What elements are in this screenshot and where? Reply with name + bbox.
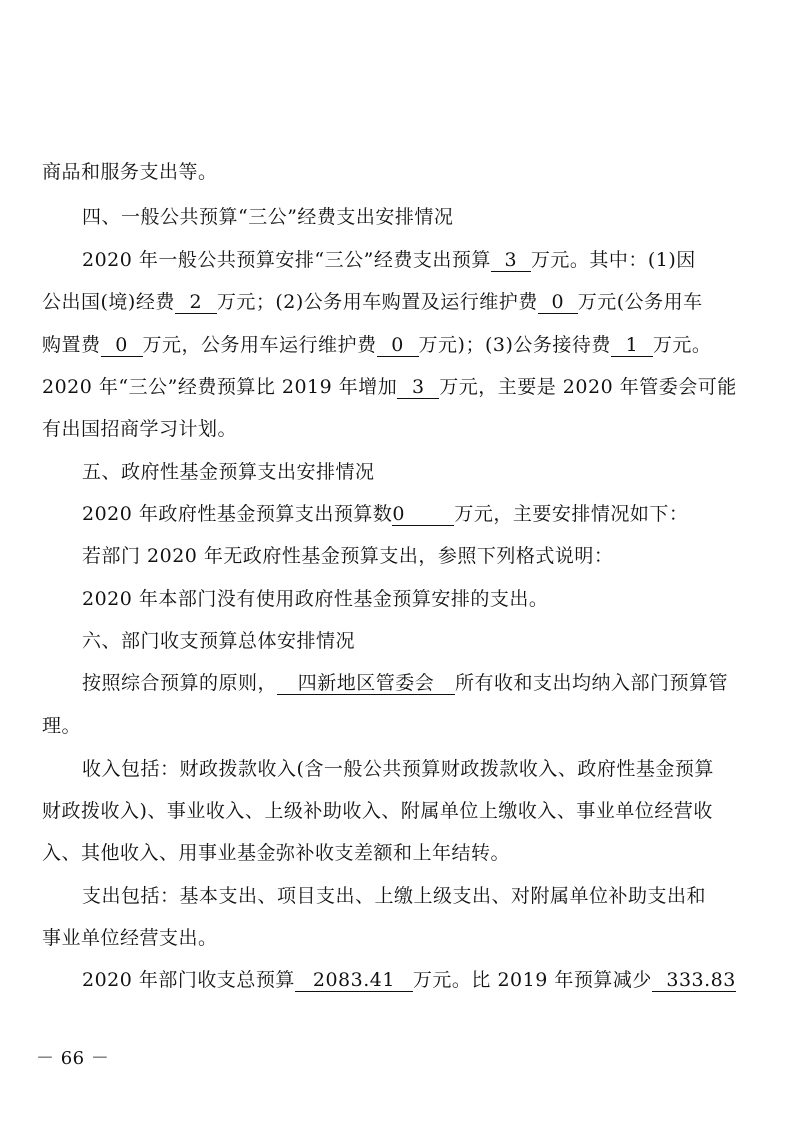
text-line: 商品和服务支出等。: [42, 161, 218, 183]
filled-value: 2: [175, 293, 217, 314]
text-line: 公出国(境)经费 2 万元；(2)公务用车购置及运行维护费 0 万元(公务用车: [42, 291, 703, 313]
text-line: 有出国招商学习计划。: [42, 418, 238, 440]
filled-value: 1: [611, 336, 653, 357]
filled-value: 333.83: [652, 971, 736, 992]
filled-value: 四新地区管委会: [277, 674, 455, 695]
text-line: 事业单位经营支出。: [42, 927, 218, 949]
text-line: 理。: [42, 715, 82, 737]
text-line: 支出包括：基本支出、项目支出、上缴上级支出、对附属单位补助支出和: [82, 885, 707, 907]
section-heading-6: 六、部门收支预算总体安排情况: [82, 630, 356, 652]
text-line: 若部门 2020 年无政府性基金预算支出，参照下列格式说明：: [82, 545, 614, 567]
text-line: 2020 年政府性基金预算支出预算数0 万元，主要安排情况如下：: [82, 503, 689, 525]
text-line: 财政拨收入)、事业收入、上级补助收入、附属单位上缴收入、事业单位经营收: [42, 800, 713, 822]
filled-value: 3: [397, 378, 439, 399]
filled-value: 0: [392, 505, 454, 526]
page-number: － 66 －: [36, 1048, 110, 1069]
text-line: 按照综合预算的原则， 四新地区管委会 所有收和支出均纳入部门预算管: [82, 672, 729, 694]
filled-value: 2083.41: [295, 971, 413, 992]
filled-value: 0: [377, 336, 419, 357]
text-line: 入、其他收入、用事业基金弥补收支差额和上年结转。: [42, 842, 511, 864]
text-line: 2020 年一般公共预算安排“三公”经费支出预算 3 万元。其中：(1)因: [82, 249, 696, 271]
filled-value: 0: [101, 336, 143, 357]
text-line: 购置费 0 万元，公务用车运行维护费 0 万元)；(3)公务接待费 1 万元。: [42, 334, 712, 356]
text-line: 2020 年“三公”经费预算比 2019 年增加 3 万元，主要是 2020 年管委会可能: [42, 376, 737, 398]
text-line: 2020 年部门收支总预算 2083.41 万元。比 2019 年预算减少 333.83: [82, 969, 736, 991]
section-heading-5: 五、政府性基金预算支出安排情况: [82, 461, 375, 483]
filled-value: 0: [538, 293, 578, 314]
section-heading-4: 四、一般公共预算“三公”经费支出安排情况: [82, 206, 454, 228]
text-line: 2020 年本部门没有使用政府性基金预算安排的支出。: [82, 588, 549, 610]
filled-value: 3: [491, 251, 531, 272]
text-line: 收入包括：财政拨款收入(含一般公共预算财政拨款收入、政府性基金预算: [82, 758, 714, 780]
